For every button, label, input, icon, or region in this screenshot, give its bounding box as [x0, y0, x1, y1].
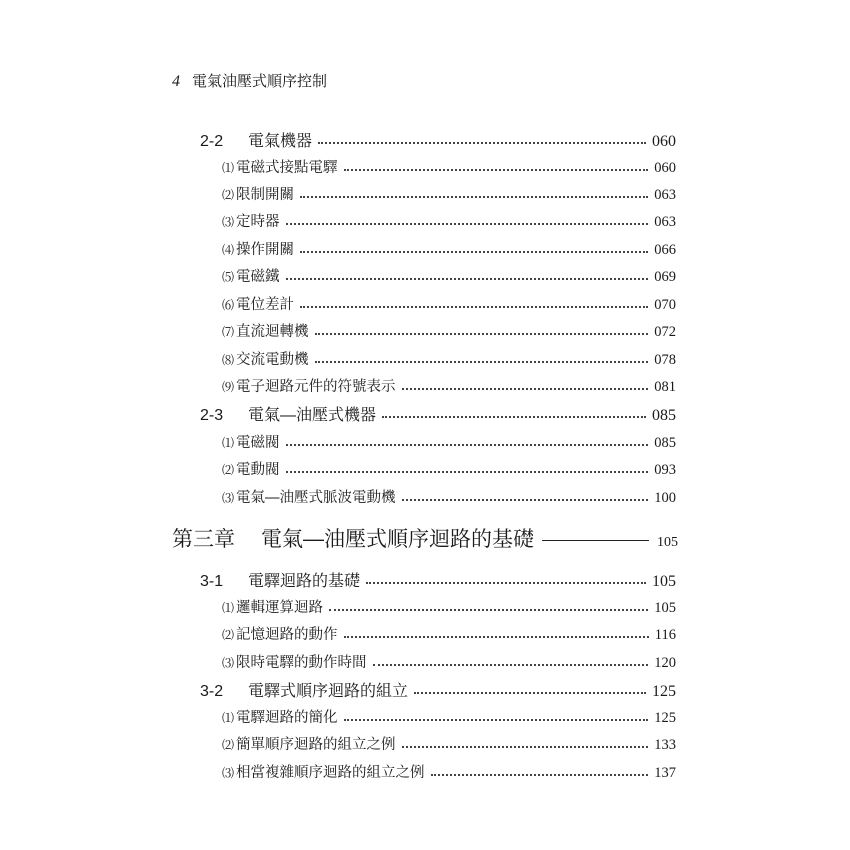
section-entry: [200, 568, 676, 591]
subsection-entry: [222, 623, 676, 644]
dot-leader: [402, 388, 649, 390]
entry-number: ⑻: [222, 353, 235, 367]
entry-number: ⑵: [222, 738, 235, 752]
dot-leader: [402, 746, 649, 748]
dot-leader: [344, 636, 649, 638]
entry-title: 電磁式接點電驛: [236, 160, 338, 176]
entry-page-number: 120: [654, 655, 676, 671]
subsection-entry: [222, 458, 676, 479]
entry-page-number: 116: [654, 627, 676, 643]
entry-number: ⑵: [222, 188, 235, 202]
subsection-entry: [222, 375, 676, 396]
entry-title: 相當複雜順序迴路的組立之例: [236, 765, 425, 781]
entry-page-number: 060: [654, 160, 676, 176]
page-number: 4: [172, 73, 180, 90]
section-entry: [200, 678, 676, 701]
entry-title: 電動閥: [236, 462, 280, 478]
entry-page-number: 085: [652, 407, 676, 424]
entry-title: 電子迴路元件的符號表示: [236, 379, 396, 395]
entry-page-number: 072: [654, 324, 676, 340]
entry-title: 限制開關: [236, 187, 295, 203]
dot-leader: [315, 333, 649, 335]
subsection-entry: [222, 761, 676, 782]
subsection-entry: [222, 486, 676, 507]
dot-leader: [373, 664, 649, 666]
entry-title: 電驛迴路的基礎: [248, 571, 361, 590]
dot-leader: [286, 278, 649, 280]
dot-leader: [344, 719, 649, 721]
entry-page-number: 070: [654, 297, 676, 313]
entry-page-number: 133: [654, 737, 676, 753]
entry-number: 2-3: [200, 407, 224, 424]
subsection-entry: [222, 348, 676, 369]
entry-page-number: 105: [652, 573, 676, 590]
entry-page-number: 125: [654, 710, 676, 726]
subsection-entry: [222, 706, 676, 727]
dot-leader: [286, 444, 649, 446]
dot-leader: [300, 306, 648, 308]
section-entry: [200, 128, 676, 151]
dot-leader: [344, 169, 649, 171]
entry-number: ⑶: [222, 656, 235, 670]
entry-number: ⑴: [222, 161, 235, 175]
entry-page-number: 093: [654, 462, 676, 478]
entry-number: ⑷: [222, 243, 235, 257]
entry-title: 限時電驛的動作時間: [236, 655, 367, 671]
entry-title: 記憶迴路的動作: [236, 627, 338, 643]
entry-number: 3-1: [200, 573, 224, 590]
entry-title: 操作開關: [236, 242, 295, 258]
subsection-entry: [222, 183, 676, 204]
subsection-entry: [222, 238, 676, 259]
entry-page-number: 085: [654, 435, 676, 451]
entry-number: ⑴: [222, 601, 235, 615]
entry-title: 交流電動機: [236, 352, 309, 368]
entry-title: 直流迴轉機: [236, 324, 309, 340]
entry-title: 電磁鐵: [236, 269, 280, 285]
entry-title: 邏輯運算迴路: [236, 600, 324, 616]
entry-number: ⑵: [222, 463, 235, 477]
entry-title: 電磁閥: [236, 435, 280, 451]
entry-number: ⑹: [222, 298, 235, 312]
book-title: 電氣油壓式順序控制: [192, 72, 328, 90]
entry-page-number: 137: [654, 765, 676, 781]
entry-page-number: 105: [657, 535, 678, 550]
entry-title: 電位差計: [236, 297, 295, 313]
subsection-entry: [222, 320, 676, 341]
entry-title: 電氣機器: [248, 131, 313, 150]
subsection-entry: [222, 431, 676, 452]
dot-leader: [414, 692, 646, 694]
entry-title: 電驛迴路的簡化: [236, 710, 338, 726]
entry-page-number: 069: [654, 269, 676, 285]
dot-leader: [300, 251, 648, 253]
entry-title: 電氣―油壓式脈波電動機: [236, 490, 396, 506]
leader-line: [542, 540, 649, 541]
subsection-entry: [222, 210, 676, 231]
entry-page-number: 078: [654, 352, 676, 368]
entry-page-number: 100: [654, 490, 676, 506]
chapter-entry: [172, 523, 678, 553]
dot-leader: [286, 223, 649, 225]
entry-title: 電氣―油壓式機器: [248, 405, 377, 424]
entry-page-number: 125: [652, 683, 676, 700]
dot-leader: [315, 361, 649, 363]
entry-number: ⑵: [222, 628, 235, 642]
entry-page-number: 063: [654, 187, 676, 203]
subsection-entry: [222, 733, 676, 754]
subsection-entry: [222, 596, 676, 617]
entry-page-number: 063: [654, 214, 676, 230]
entry-number: 2-2: [200, 133, 224, 150]
entry-page-number: 105: [654, 600, 676, 616]
entry-number: 第三章: [172, 527, 235, 551]
entry-number: ⑶: [222, 215, 235, 229]
entry-number: ⑸: [222, 270, 235, 284]
subsection-entry: [222, 265, 676, 286]
entry-number: ⑶: [222, 766, 235, 780]
entry-number: 3-2: [200, 683, 224, 700]
section-entry: [200, 402, 676, 425]
entry-number: ⑴: [222, 711, 235, 725]
subsection-entry: [222, 156, 676, 177]
entry-title: 簡單順序迴路的組立之例: [236, 737, 396, 753]
entry-title: 定時器: [236, 214, 280, 230]
dot-leader: [366, 582, 646, 584]
entry-title: 電驛式順序迴路的組立: [248, 681, 409, 700]
dot-leader: [318, 142, 646, 144]
subsection-entry: [222, 293, 676, 314]
dot-leader: [286, 471, 649, 473]
dot-leader: [329, 609, 648, 611]
entry-number: ⑴: [222, 436, 235, 450]
entry-page-number: 060: [652, 133, 676, 150]
entry-page-number: 066: [654, 242, 676, 258]
entry-title: 電氣―油壓式順序迴路的基礎: [261, 527, 534, 551]
dot-leader: [431, 774, 649, 776]
entry-number: ⑶: [222, 491, 235, 505]
dot-leader: [300, 196, 648, 198]
dot-leader: [382, 416, 646, 418]
subsection-entry: [222, 651, 676, 672]
entry-page-number: 081: [654, 379, 676, 395]
entry-number: ⑺: [222, 325, 235, 339]
dot-leader: [402, 499, 649, 501]
entry-number: ⑼: [222, 380, 235, 394]
